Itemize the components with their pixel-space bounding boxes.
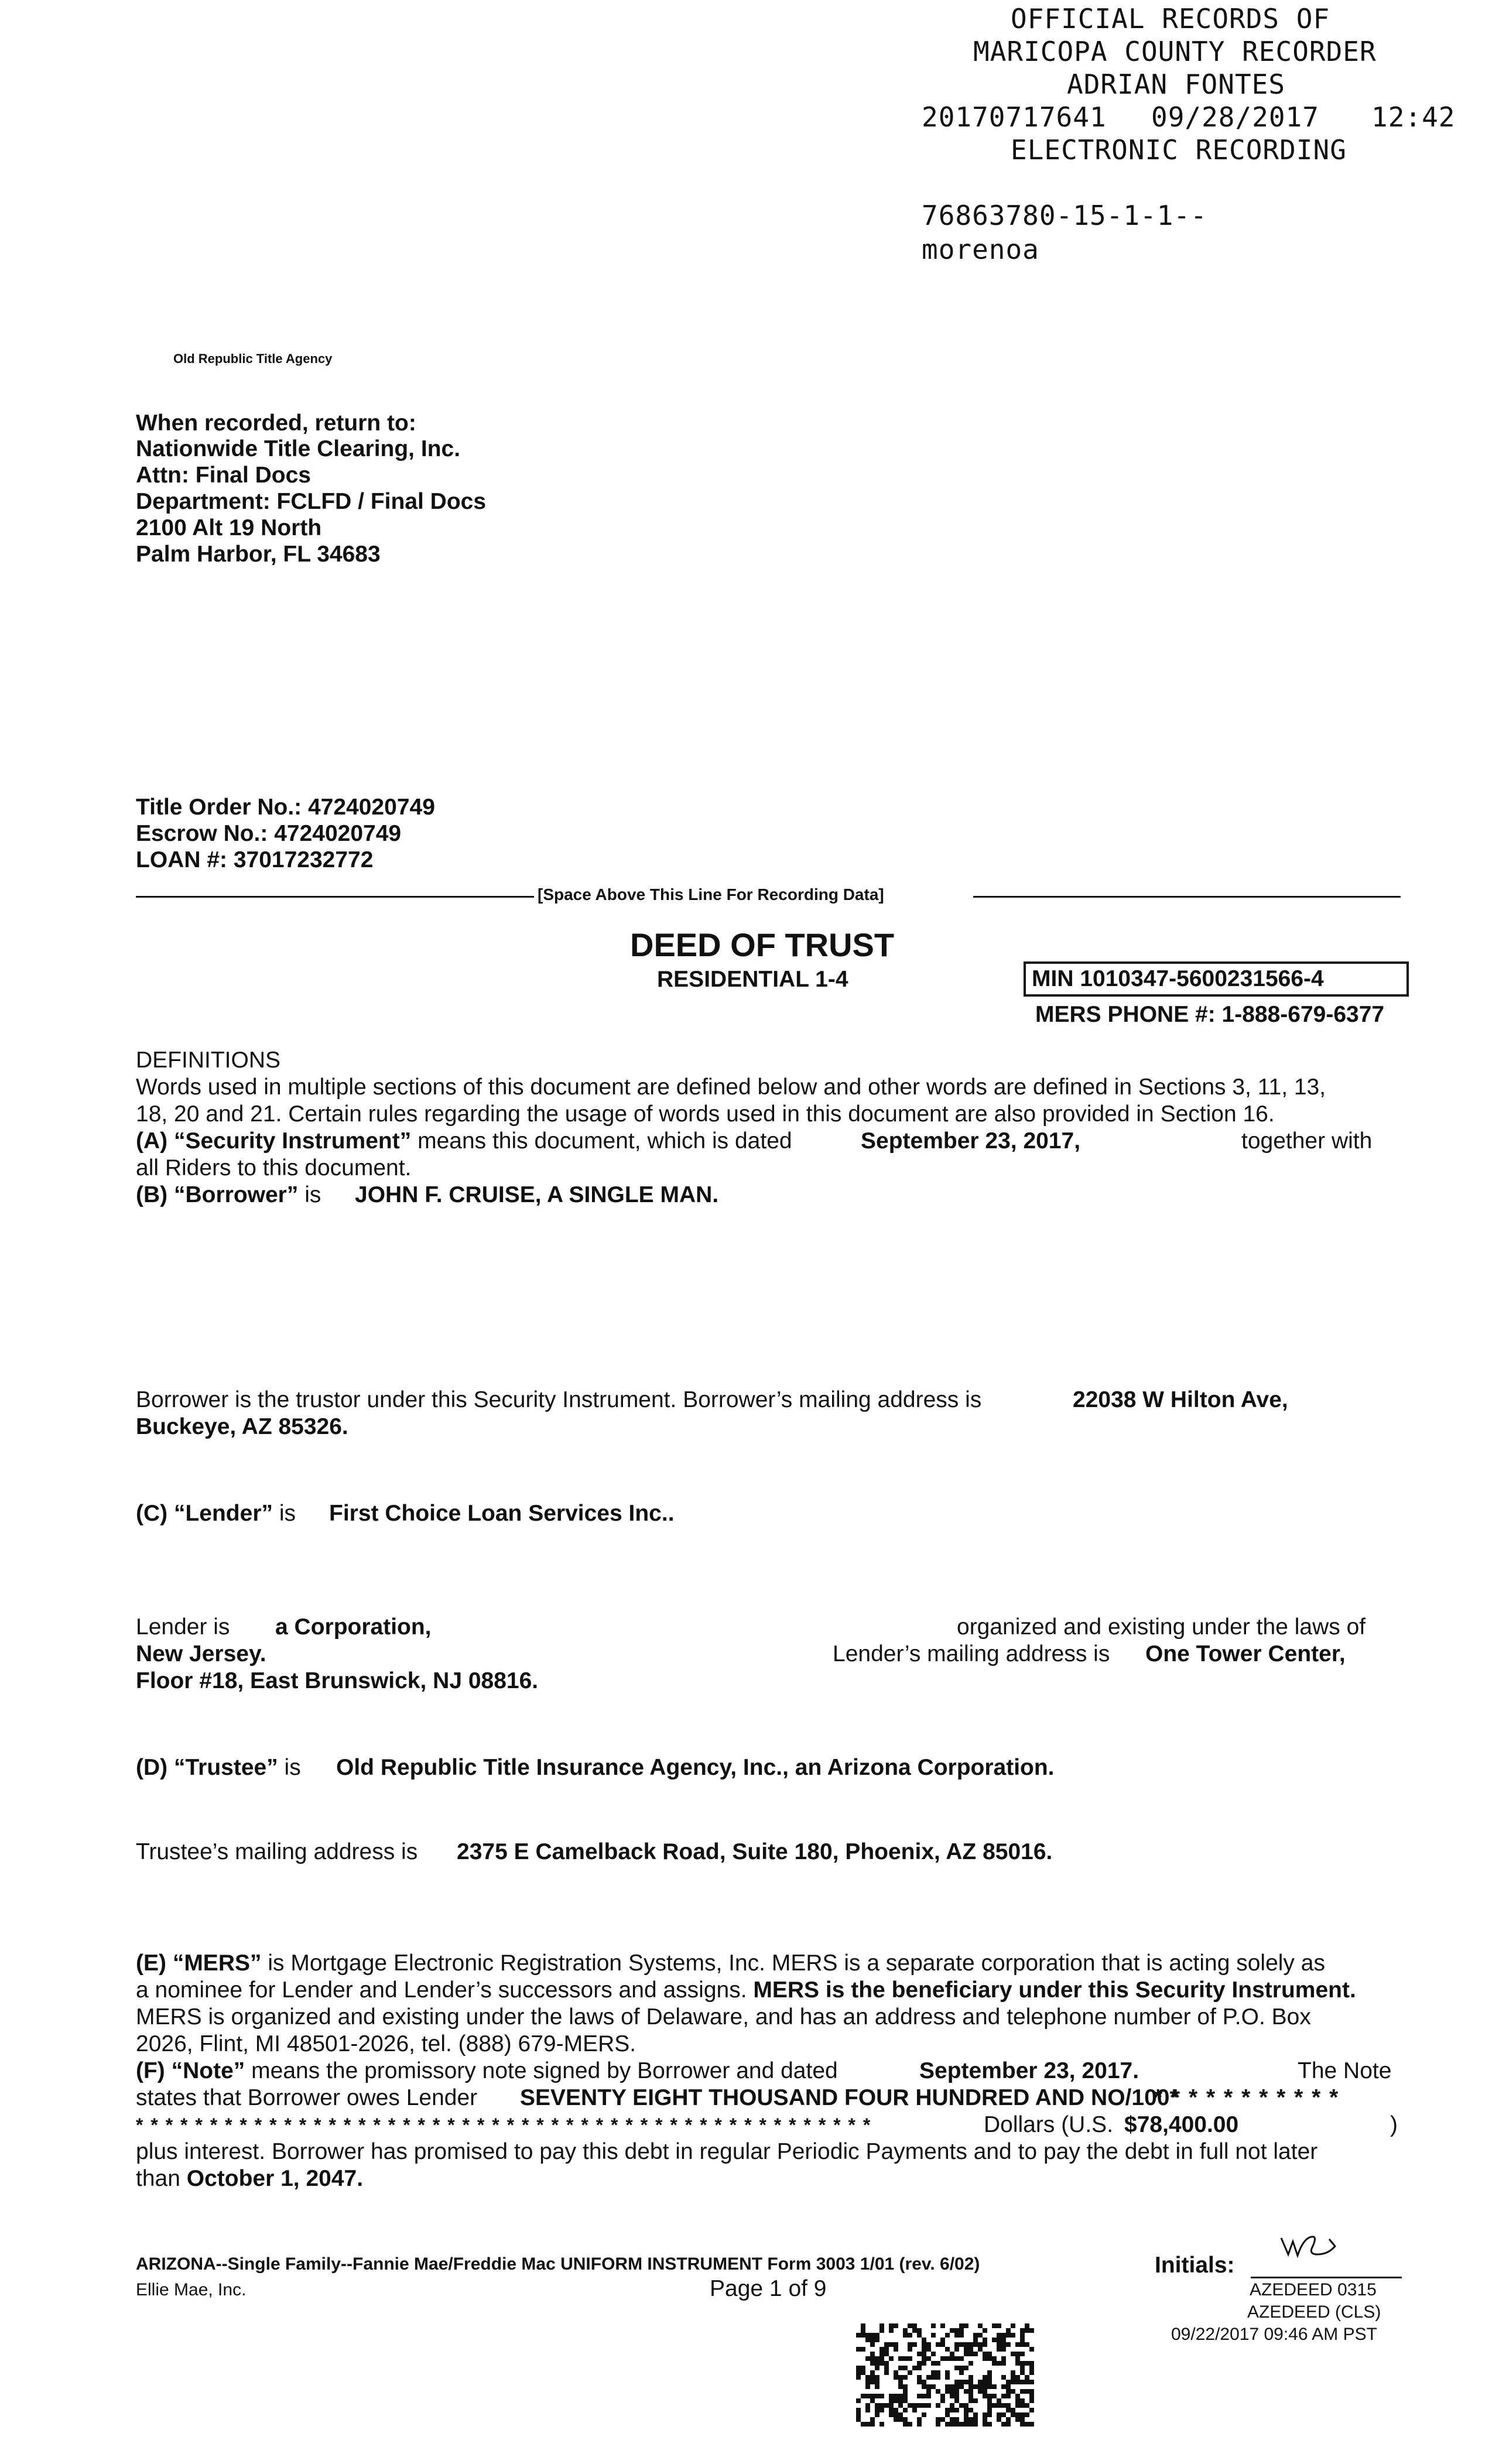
lender-organized: organized and existing under the laws of	[957, 1614, 1366, 1640]
lender-is: Lender is	[136, 1614, 230, 1640]
trustee-name: Old Republic Title Insurance Agency, Inc., an Arizona Corporation.	[336, 1755, 1055, 1780]
initials-signature-icon	[1276, 2220, 1358, 2267]
footer-code-2: AZEDEED (CLS)	[1247, 2302, 1381, 2322]
definition-f-text: means the promissory note signed by Borrower and dated	[251, 2058, 838, 2083]
recorder-line-5: ELECTRONIC RECORDING	[1011, 134, 1347, 166]
loan-number: LOAN #: 37017232772	[136, 847, 374, 872]
note-amount-paren: )	[1390, 2112, 1398, 2137]
initials-signature	[1276, 2220, 1358, 2270]
definition-a-text: means this document, which is dated	[417, 1128, 792, 1154]
definitions-intro-1: Words used in multiple sections of this document are defined below and other words are defined in Sections 3, 11, 13,	[136, 1074, 1326, 1100]
borrower-name: JOHN F. CRUISE, A SINGLE MAN.	[355, 1182, 719, 1207]
definition-f-label: (F) “Note”	[136, 2058, 245, 2083]
note-date: September 23, 2017.	[919, 2058, 1139, 2083]
note-amount-words: SEVENTY EIGHT THOUSAND FOUR HUNDRED AND NO/100*	[520, 2085, 1179, 2110]
recorder-line-3: ADRIAN FONTES	[1067, 69, 1286, 100]
separator-left	[136, 896, 534, 898]
2d-barcode-icon	[856, 2323, 1035, 2427]
definition-e-line-2b: MERS is the beneficiary under this Security Instrument.	[753, 1977, 1356, 2003]
doc-subtitle: RESIDENTIAL 1-4	[657, 967, 848, 992]
definition-e-label: (E) “MERS”	[136, 1950, 262, 1976]
mers-phone: MERS PHONE #: 1-888-679-6377	[1035, 1002, 1385, 1027]
definitions-intro-2: 18, 20 and 21. Certain rules regarding the usage of words used in this document are also provided in Section 16.	[136, 1101, 1275, 1127]
return-to-line-5: 2100 Alt 19 North	[136, 515, 322, 540]
definition-b-label: (B) “Borrower”	[136, 1182, 299, 1207]
the-note: The Note	[1298, 2058, 1392, 2083]
borrower-address-2: Buckeye, AZ 85326.	[136, 1414, 348, 1439]
separator-right	[973, 896, 1401, 898]
footer-page: Page 1 of 9	[710, 2276, 827, 2301]
return-to-line-6: Palm Harbor, FL 34683	[136, 542, 381, 567]
definition-c	[136, 1500, 296, 1527]
initials-line	[1251, 2277, 1402, 2278]
lender-name: First Choice Loan Services Inc..	[329, 1501, 675, 1526]
than-label: than	[136, 2166, 180, 2191]
trustee-mailing-label: Trustee’s mailing address is	[136, 1839, 418, 1864]
footer-form-id: ARIZONA--Single Family--Fannie Mae/Freddie Mac UNIFORM INSTRUMENT Form 3003 1/01 (rev. 6/02)	[136, 2254, 980, 2274]
definition-e-line-2a: a nominee for Lender and Lender’s successors and assigns.	[136, 1977, 747, 2003]
return-to-line-2: Nationwide Title Clearing, Inc.	[136, 436, 461, 461]
return-to-line-1: When recorded, return to:	[136, 410, 416, 436]
footer-code-1: AZEDEED 0315	[1250, 2280, 1377, 2299]
definition-f-line-4: plus interest. Borrower has promised to pay this debt in regular Periodic Payments and to pay the debt in full not later	[136, 2139, 1318, 2164]
definition-d-is: is	[284, 1755, 301, 1780]
definition-e-line-2	[136, 1977, 1356, 2004]
note-stars-2: * * * * * * * * * * * * * * * * * * * * * * * * * * * * * * * * * * * * * * * * * * * * * * * * * *	[136, 2114, 872, 2136]
definition-f	[136, 2058, 838, 2085]
return-to-line-3: Attn: Final Docs	[136, 463, 311, 488]
trustor-text: Borrower is the trustor under this Security Instrument. Borrower’s mailing address is	[136, 1387, 982, 1412]
together-with: together with	[1241, 1128, 1373, 1154]
definition-d	[136, 1754, 301, 1781]
definition-c-label: (C) “Lender”	[136, 1501, 273, 1526]
dollars-label: Dollars (U.S.	[984, 2112, 1114, 2137]
definition-e-line-3: MERS is organized and existing under the laws of Delaware, and has an address and telephone number of P.O. Box	[136, 2004, 1311, 2030]
lender-state: New Jersey.	[136, 1641, 266, 1666]
lender-address: One Tower Center,	[1145, 1641, 1346, 1666]
initials-label: Initials:	[1155, 2253, 1235, 2278]
lender-type: a Corporation,	[275, 1614, 432, 1640]
trustee-address: 2375 E Camelback Road, Suite 180, Phoenix, AZ 85016.	[457, 1839, 1053, 1864]
definition-a-cont: all Riders to this document.	[136, 1155, 412, 1180]
note-stars-1: * * * * * * * * * * *	[1154, 2085, 1340, 2110]
return-to-line-4: Department: FCLFD / Final Docs	[136, 489, 487, 514]
space-above-line-label: [Space Above This Line For Recording Data]	[538, 885, 884, 904]
recorder-fee-number: 20170717641	[922, 101, 1107, 133]
title-order-no: Title Order No.: 4724020749	[136, 795, 435, 820]
borrower-address: 22038 W Hilton Ave,	[1073, 1387, 1288, 1412]
definition-b-is: is	[304, 1182, 321, 1207]
maturity-date: October 1, 2047.	[186, 2166, 364, 2191]
definition-f-line-5	[136, 2165, 363, 2192]
recorder-date: 09/28/2017	[1151, 101, 1319, 133]
min-box: MIN 1010347-5600231566-4	[1024, 961, 1409, 997]
borrower-owes: states that Borrower owes Lender	[136, 2085, 478, 2110]
note-amount: $78,400.00	[1124, 2112, 1239, 2137]
escrow-no: Escrow No.: 4724020749	[136, 821, 402, 846]
definition-d-label: (D) “Trustee”	[136, 1755, 278, 1780]
recorder-user: morenoa	[922, 234, 1039, 265]
lender-mailing-label: Lender’s mailing address is	[833, 1641, 1110, 1666]
definition-e-text: is Mortgage Electronic Registration Systems, Inc. MERS is a separate corporation that is acting solely as	[268, 1950, 1325, 1976]
definition-a-label: (A) “Security Instrument”	[136, 1128, 412, 1154]
recorder-line-1: OFFICIAL RECORDS OF	[1011, 3, 1330, 35]
security-instrument-date: September 23, 2017,	[861, 1128, 1081, 1154]
definition-b	[136, 1182, 321, 1209]
definition-c-is: is	[279, 1501, 296, 1526]
definition-e-line-1	[136, 1950, 1325, 1977]
footer-timestamp: 09/22/2017 09:46 AM PST	[1171, 2325, 1377, 2344]
recorder-time: 12:42	[1371, 101, 1456, 133]
agency-stamp: Old Republic Title Agency	[173, 351, 333, 366]
definition-a	[136, 1128, 792, 1155]
definitions-heading: DEFINITIONS	[136, 1048, 281, 1073]
footer-vendor: Ellie Mae, Inc.	[136, 2280, 247, 2299]
definition-e-line-4: 2026, Flint, MI 48501-2026, tel. (888) 679-MERS.	[136, 2031, 636, 2056]
doc-title: DEED OF TRUST	[630, 926, 895, 963]
recorder-ref: 76863780-15-1-1--	[922, 200, 1207, 231]
barcode-icon	[856, 2323, 1035, 2427]
lender-address-2: Floor #18, East Brunswick, NJ 08816.	[136, 1668, 539, 1693]
recorder-line-2: MARICOPA COUNTY RECORDER	[973, 36, 1377, 67]
